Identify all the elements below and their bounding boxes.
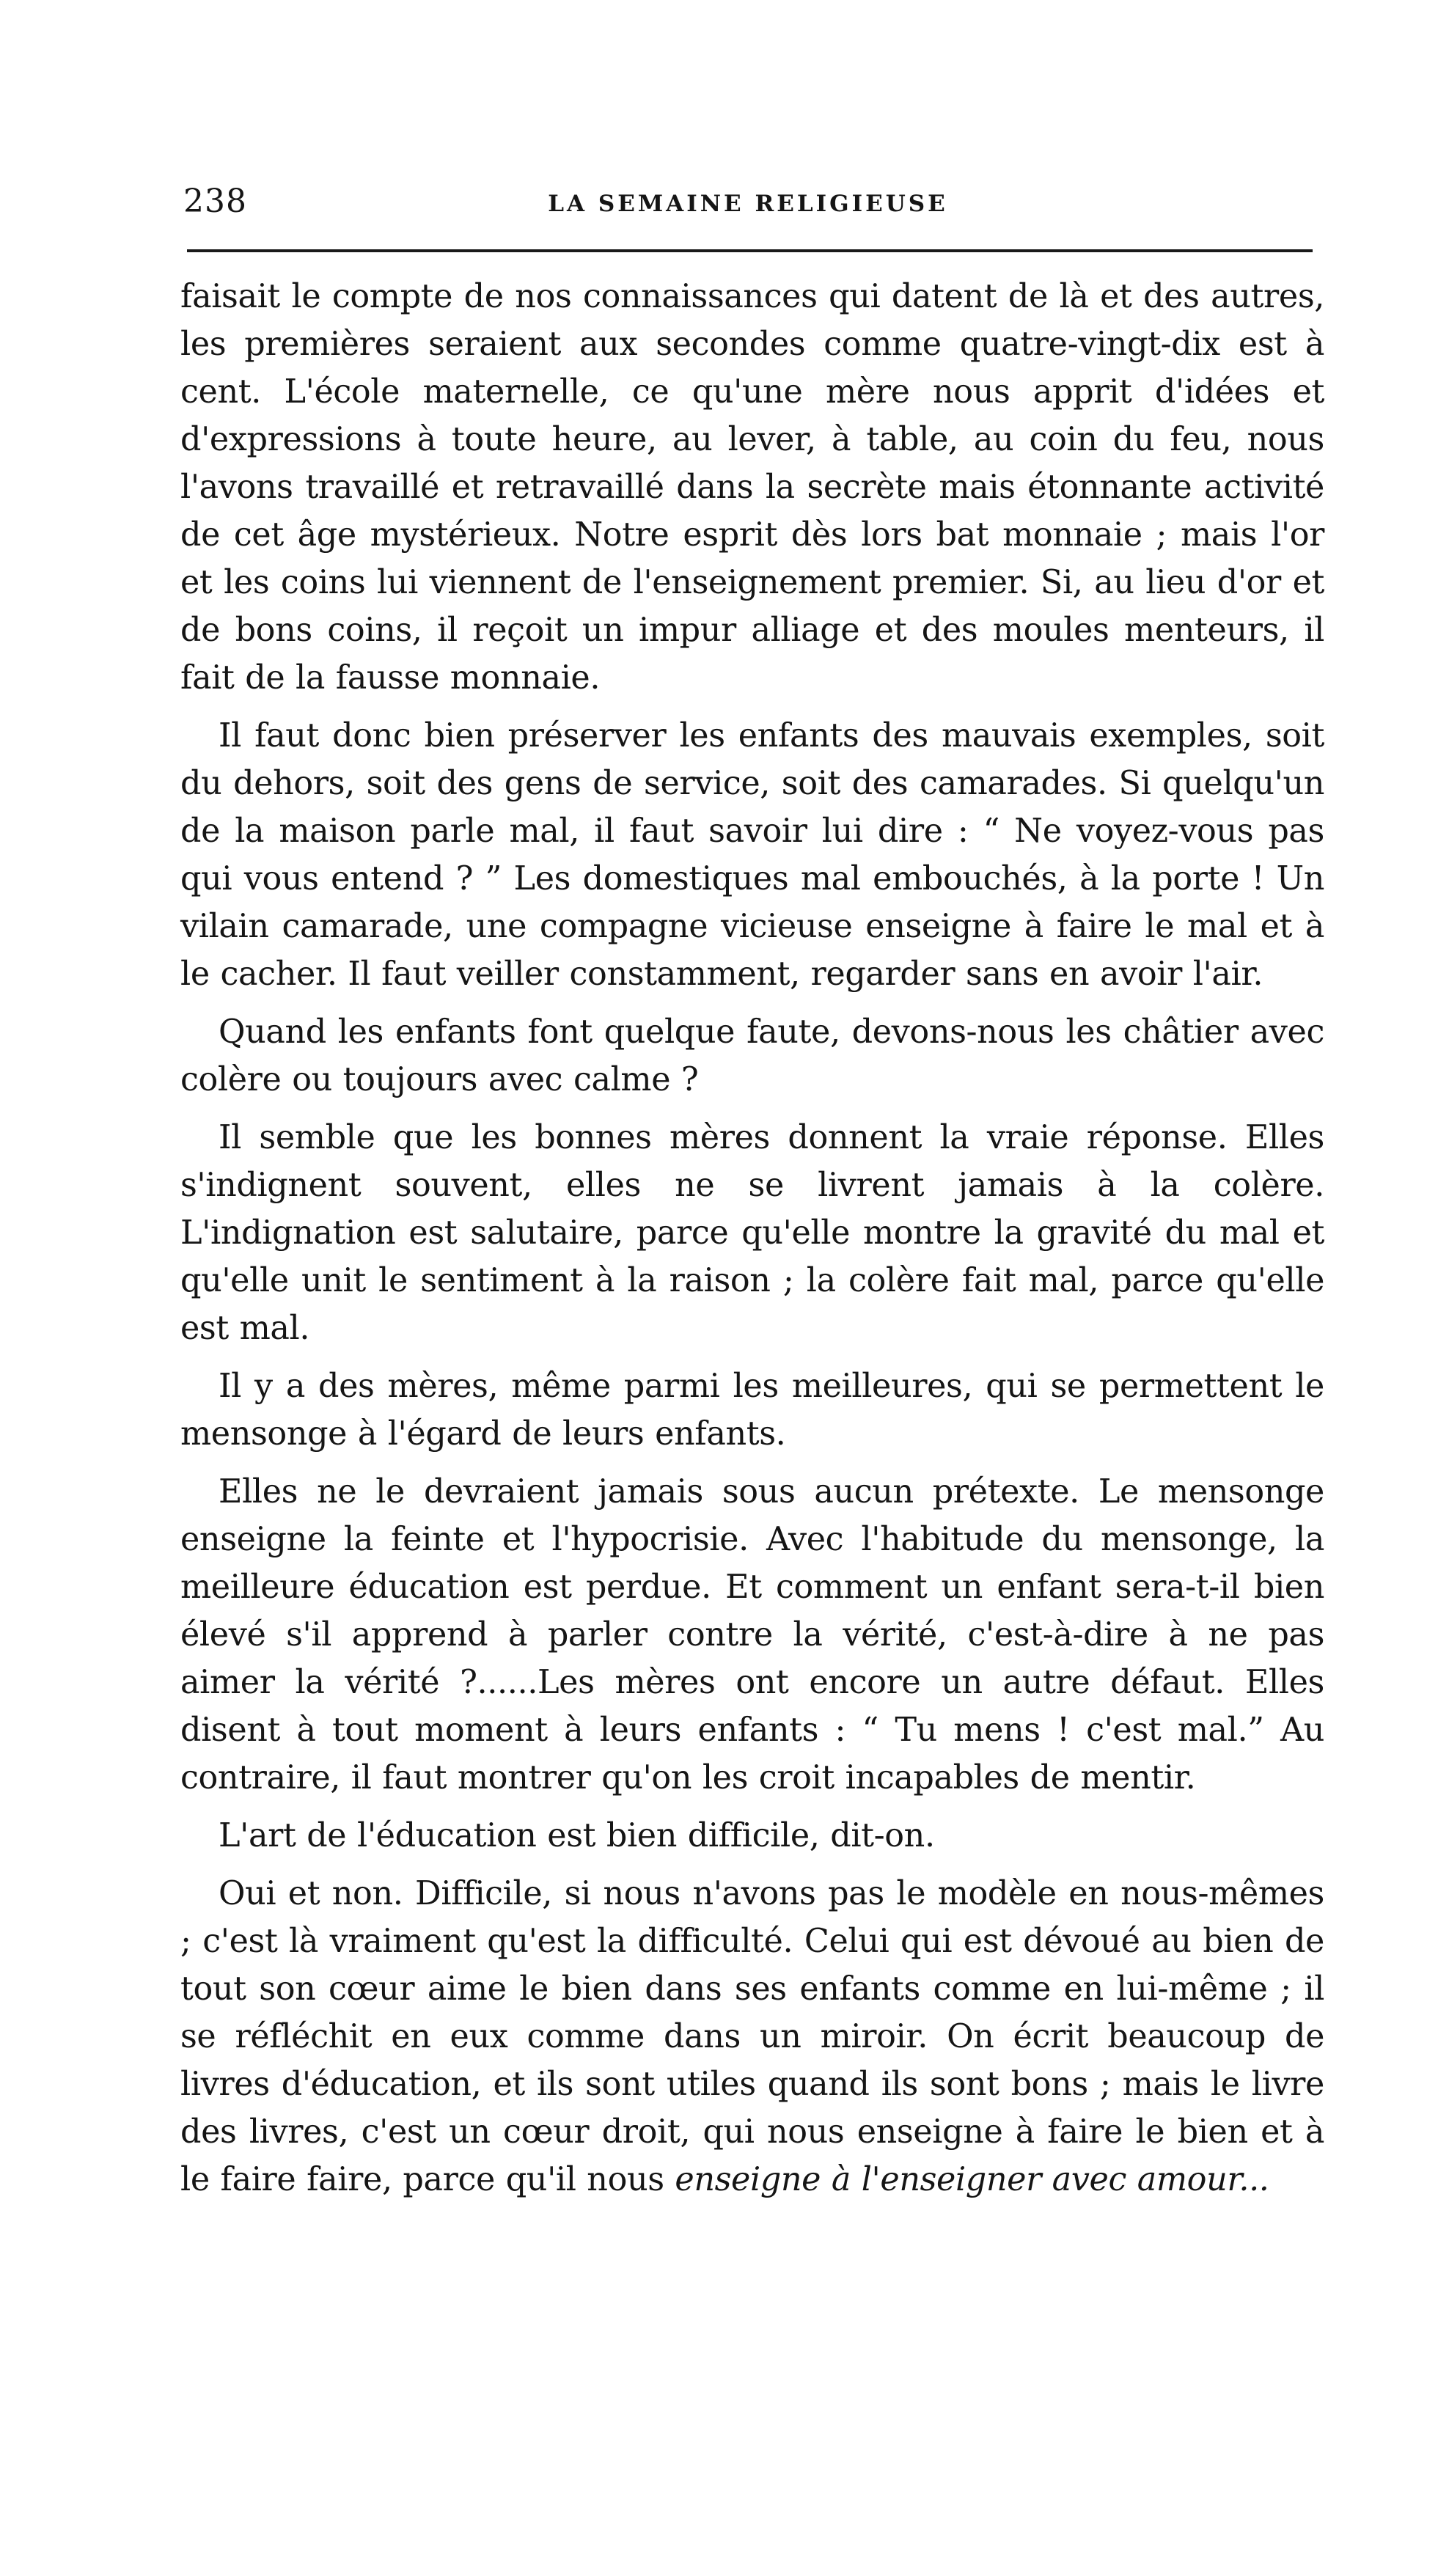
page-number: 238 <box>183 183 247 220</box>
paragraph: Quand les enfants font quelque faute, devons-nous les châtier avec colère ou toujours avec calme ? <box>180 1013 1324 1098</box>
paragraph: Il semble que les bonnes mères donnent la vraie réponse. Elles s'indignent souvent, elles ne se livrent jamais à la colère. L'indignation est salutaire, parce qu'elle montre la gravité du mal et qu'elle unit le sentiment à la raison ; la colère fait mal, parce qu'elle est mal. <box>180 1119 1324 1347</box>
paragraph: Il y a des mères, même parmi les meilleures, qui se permettent le mensonge à l'égard de leurs enfants. <box>180 1368 1324 1453</box>
running-title: LA SEMAINE RELIGIEUSE <box>548 191 948 217</box>
paragraph: faisait le compte de nos connaissances qui datent de là et des autres, les premières seraient aux secondes comme quatre-vingt-dix est à cent. L'école maternelle, ce qu'une mère nous apprit d'idées et d'expressions à toute heure, au lever, à table, au coin du feu, nous l'avons travaillé et retravaillé dans la secrète mais étonnante activité de cet âge mystérieux. Notre esprit dès lors bat monnaie ; mais l'or et les coins lui viennent de l'enseignement premier. Si, au lieu d'or et de bons coins, il reçoit un impur alliage et des moules menteurs, il fait de la fausse monnaie. <box>180 278 1324 697</box>
body-text <box>180 273 1324 2214</box>
paragraph: Elles ne le devraient jamais sous aucun prétexte. Le mensonge enseigne la feinte et l'hypocrisie. Avec l'habitude du mensonge, la meilleure éducation est perdue. Et comment un enfant sera-t-il bien élevé s'il apprend à parler contre la vérité, c'est-à-dire à ne pas aimer la vérité ?......Les mères ont encore un autre défaut. Elles disent à tout moment à leurs enfants : “ Tu mens ! c'est mal.” Au contraire, il faut montrer qu'on les croit incapables de mentir. <box>180 1473 1324 1797</box>
italic-closing-phrase: enseigne à l'enseigner avec amour... <box>675 2161 1269 2198</box>
page-header <box>183 176 1313 235</box>
paragraph-closing <box>180 1870 1324 2203</box>
paragraph-closing-text: Oui et non. Difficile, si nous n'avons pas le modèle en nous-mêmes ; c'est là vraiment qu'est la difficulté. Celui qui est dévoué au bien de tout son cœur aime le bien dans ses enfants comme en lui-même ; il se réfléchit en eux comme dans un miroir. On écrit beaucoup de livres d'éducation, et ils sont utiles quand ils sont bons ; mais le livre des livres, c'est un cœur droit, qui nous enseigne à faire le bien et à le faire faire, parce qu'il nous <box>180 1875 1324 2198</box>
paragraph: L'art de l'éducation est bien difficile, dit-on. <box>219 1817 935 1854</box>
paragraph: Il faut donc bien préserver les enfants des mauvais exemples, soit du dehors, soit des gens de service, soit des camarades. Si quelqu'un de la maison parle mal, il faut savoir lui dire : “ Ne voyez-vous pas qui vous entend ? ” Les domestiques mal embouchés, à la porte ! Un vilain camarade, une compagne vicieuse enseigne à faire le mal et à le cacher. Il faut veiller constamment, regarder sans en avoir l'air. <box>180 717 1324 993</box>
header-rule <box>187 249 1313 252</box>
